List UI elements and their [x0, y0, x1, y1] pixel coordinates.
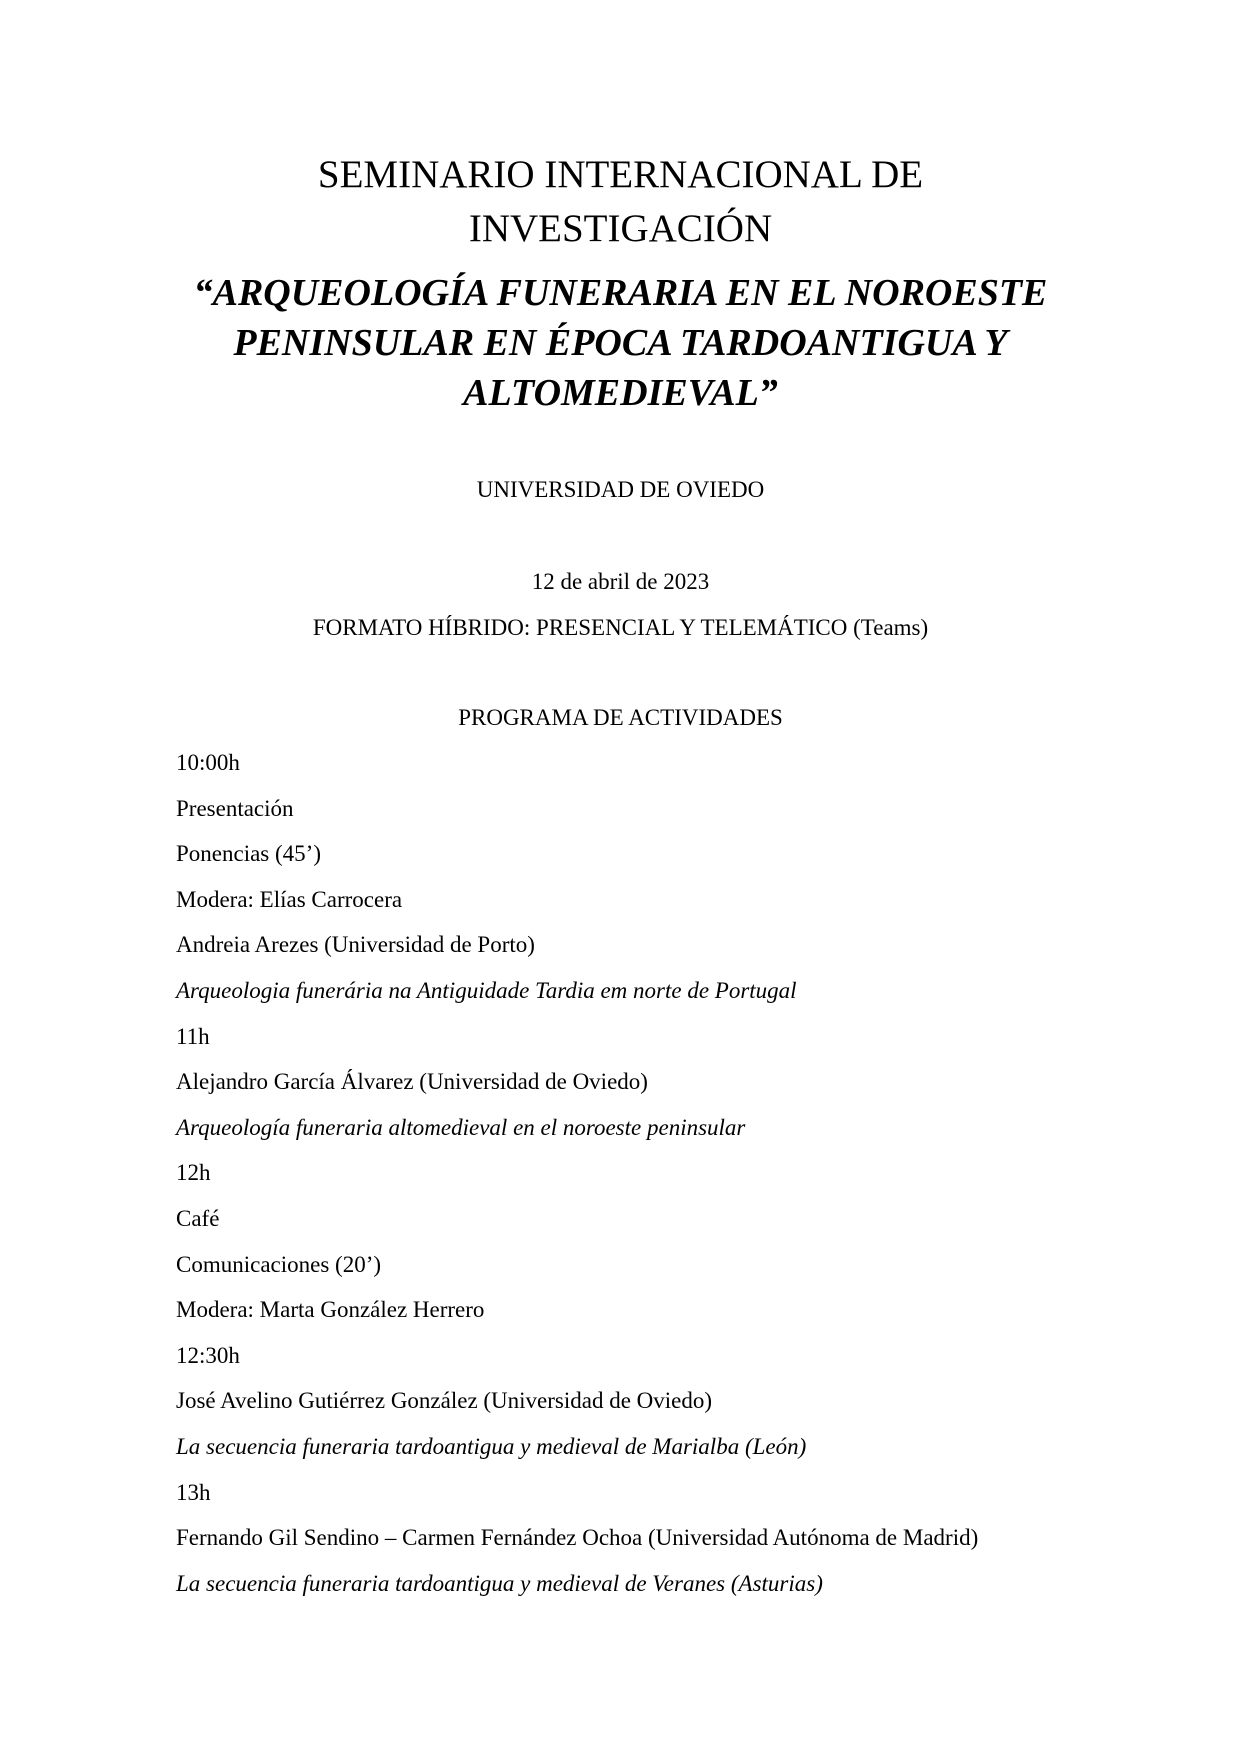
- schedule-line: Andreia Arezes (Universidad de Porto): [176, 932, 535, 958]
- schedule-talk-title: Arqueologia funerária na Antiguidade Tardia em norte de Portugal: [176, 977, 797, 1003]
- program-title: PROGRAMA DE ACTIVIDADES: [458, 705, 783, 730]
- schedule-line: 12:30h: [176, 1342, 240, 1368]
- schedule-line: Comunicaciones (20’): [176, 1251, 382, 1277]
- schedule-line: Presentación: [176, 795, 294, 821]
- seminar-subtitle-line-1: “ARQUEOLOGÍA FUNERARIA EN EL NOROESTE: [193, 272, 1048, 314]
- seminar-title-line-1: SEMINARIO INTERNACIONAL DE: [317, 153, 924, 196]
- event-format: FORMATO HÍBRIDO: PRESENCIAL Y TELEMÁTICO (Teams): [312, 615, 929, 640]
- schedule-line: Café: [176, 1205, 220, 1231]
- schedule-line: 13h: [176, 1479, 211, 1505]
- schedule-talk-title: Arqueología funeraria altomedieval en el noroeste peninsular: [176, 1114, 746, 1140]
- seminar-subtitle-line-3: ALTOMEDIEVAL”: [463, 372, 778, 414]
- schedule-line: Alejandro García Álvarez (Universidad de Oviedo): [176, 1069, 648, 1095]
- schedule-line: Fernando Gil Sendino – Carmen Fernández Ochoa (Universidad Autónoma de Madrid): [176, 1525, 979, 1551]
- schedule-talk-title: La secuencia funeraria tardoantigua y medieval de Veranes (Asturias): [176, 1570, 823, 1596]
- seminar-subtitle-line-2: PENINSULAR EN ÉPOCA TARDOANTIGUA Y: [233, 322, 1008, 364]
- university-name: UNIVERSIDAD DE OVIEDO: [476, 477, 765, 502]
- seminar-title-line-2: INVESTIGACIÓN: [468, 207, 773, 250]
- schedule-line: José Avelino Gutiérrez González (Universidad de Oviedo): [176, 1388, 713, 1414]
- schedule-line: Modera: Elías Carrocera: [176, 886, 403, 912]
- schedule-line: 10:00h: [176, 750, 240, 775]
- schedule-line: Modera: Marta González Herrero: [176, 1297, 485, 1323]
- schedule-line: 12h: [176, 1160, 211, 1186]
- seminar-subtitle: [0, 268, 1241, 418]
- schedule-talk-title: La secuencia funeraria tardoantigua y medieval de Marialba (León): [176, 1433, 807, 1459]
- seminar-title: [0, 148, 1241, 256]
- schedule-line: Ponencias (45’): [176, 841, 321, 867]
- schedule-line: 11h: [176, 1023, 210, 1049]
- program-schedule: [176, 748, 1176, 1614]
- event-date: 12 de abril de 2023: [531, 569, 710, 594]
